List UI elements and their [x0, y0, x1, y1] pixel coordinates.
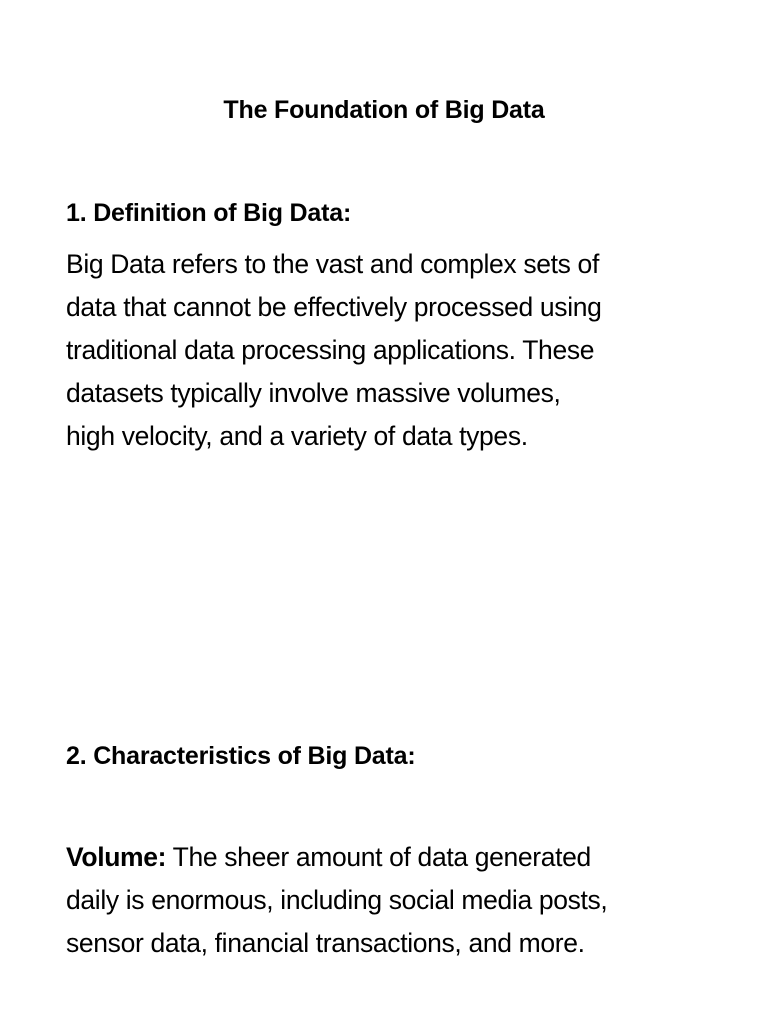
definition-paragraph: [66, 243, 726, 458]
paragraph-line: traditional data processing applications. These: [66, 335, 595, 365]
paragraph-line: daily is enormous, including social media posts,: [66, 885, 608, 915]
section-heading-definition: 1. Definition of Big Data:: [66, 199, 352, 227]
paragraph-line: datasets typically involve massive volumes,: [66, 378, 561, 408]
paragraph-line: data that cannot be effectively processed using: [66, 292, 602, 322]
volume-paragraph: [66, 836, 726, 965]
volume-label: Volume:: [66, 842, 167, 872]
paragraph-line: sensor data, financial transactions, and more.: [66, 928, 585, 958]
section-heading-characteristics: 2. Characteristics of Big Data:: [66, 742, 416, 770]
paragraph-line: high velocity, and a variety of data types.: [66, 421, 528, 451]
document-title: The Foundation of Big Data: [223, 96, 545, 124]
paragraph-line: Big Data refers to the vast and complex sets of: [66, 249, 599, 279]
volume-text: The sheer amount of data generated: [166, 842, 591, 872]
paragraph-line: [66, 836, 726, 879]
